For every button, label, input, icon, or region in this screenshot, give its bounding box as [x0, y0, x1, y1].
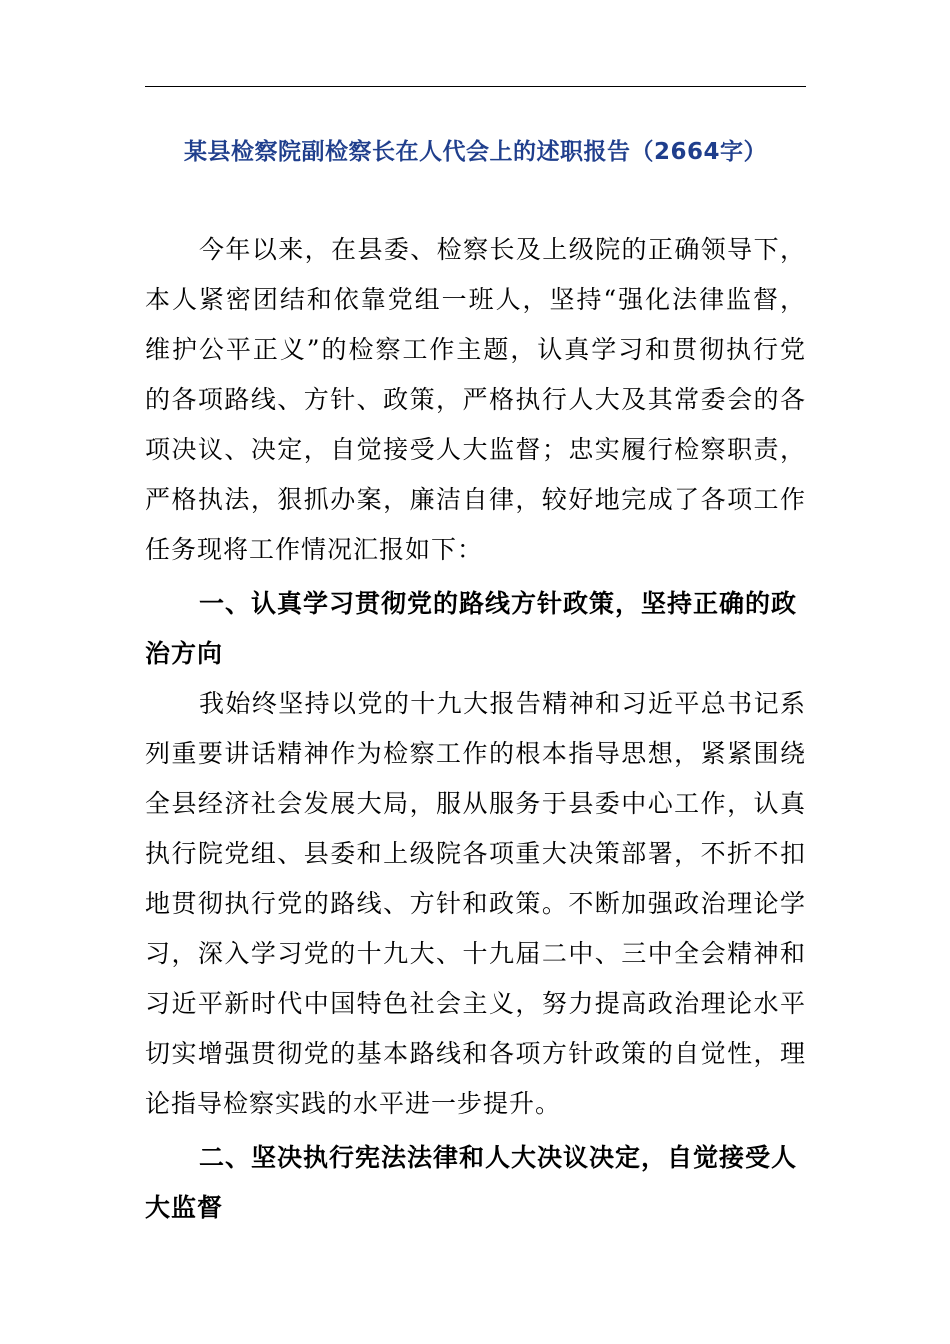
header-rule [145, 86, 806, 87]
section-paragraph-1: 我始终坚持以党的十九大报告精神和习近平总书记系列重要讲话精神作为检察工作的根本指导思想，紧紧围绕全县经济社会发展大局，服从服务于县委中心工作，认真执行院党组、县委和上级院各项重大决策部署，不折不扣地贯彻执行党的路线、方针和政策。不断加强政治理论学习，深入学习党的十九大、十九届二中、三中全会精神和习近平新时代中国特色社会主义，努力提高政治理论水平切实增强贯彻党的基本路线和各项方针政策的自觉性，理论指导检察实践的水平进一步提升。 [145, 689, 806, 1118]
document-title: 某县检察院副检察长在人代会上的述职报告（2664字） [183, 139, 767, 165]
section-heading-1: 一、认真学习贯彻党的路线方针政策，坚持正确的政治方向 [145, 589, 798, 668]
section-heading-2: 二、坚决执行宪法法律和人大决议决定，自觉接受人大监督 [145, 1143, 798, 1222]
document-body [145, 225, 806, 1233]
intro-paragraph: 今年以来，在县委、检察长及上级院的正确领导下，本人紧密团结和依靠党组一班人，坚持“强化法律监督，维护公平正义”的检察工作主题，认真学习和贯彻执行党的各项路线、方针、政策，严格执行人大及其常委会的各项决议、决定，自觉接受人大监督；忠实履行检察职责，严格执法，狠抓办案，廉洁自律，较好地完成了各项工作任务现将工作情况汇报如下： [145, 235, 806, 564]
